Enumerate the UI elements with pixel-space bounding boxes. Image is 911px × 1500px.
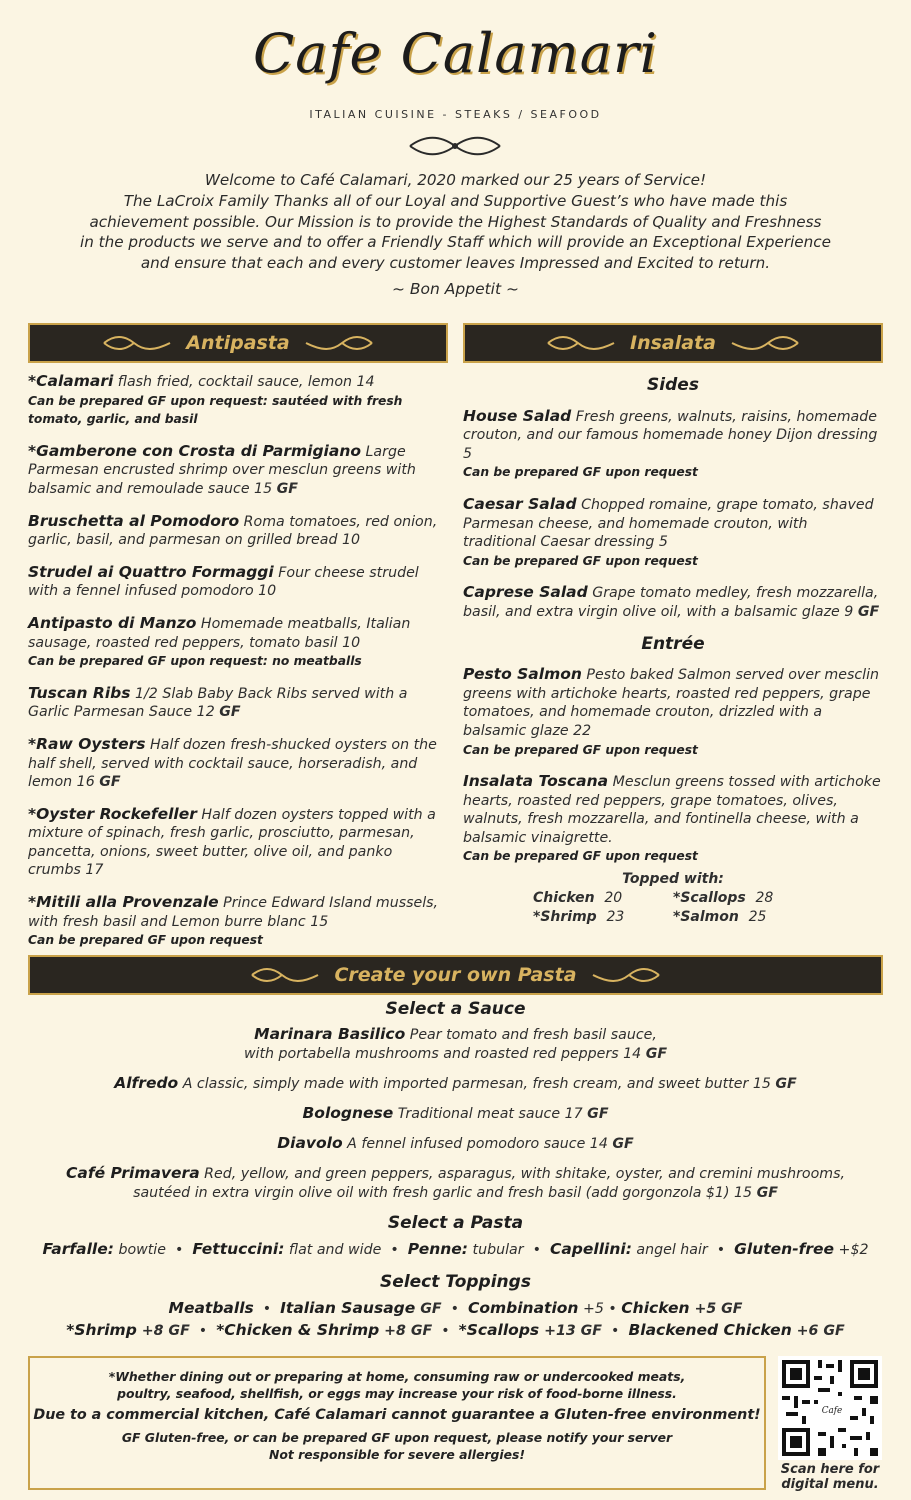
flourish-right-icon bbox=[304, 334, 374, 352]
disclaimer-line: GF Gluten-free, or can be prepared GF upon request, please notify your server bbox=[121, 1430, 673, 1445]
flourish-right-icon bbox=[591, 966, 661, 984]
scan-caption: Scan here for digital menu. bbox=[780, 1462, 880, 1492]
tagline: ITALIAN CUISINE - STEAKS / SEAFOOD bbox=[309, 108, 602, 121]
topping-option: *Scallops 28 bbox=[673, 890, 774, 907]
sauce-item: Bolognese Traditional meat sauce 17 GF bbox=[302, 1104, 609, 1122]
topped-grid bbox=[533, 889, 813, 927]
menu-item: Strudel ai Quattro Formaggi Four cheese strudel with a fennel infused pomodoro 10 bbox=[28, 562, 419, 600]
flourish-left-icon bbox=[250, 966, 320, 984]
menu-item: Pesto Salmon Pesto baked Salmon served over mesclin greens with artichoke hearts, roasted red peppers, grape tomatoes, and homemade crouton, drizzled with a balsamic glaze 22 Can be prepared GF upon request bbox=[463, 665, 880, 757]
antipasta-header bbox=[28, 323, 448, 363]
menu-item: Caesar Salad Chopped romaine, grape tomato, shaved Parmesan cheese, and homemade crouton, with traditional Caesar dressing 5 Can be prepared GF upon request bbox=[463, 494, 874, 568]
disclaimer-box bbox=[28, 1356, 766, 1490]
sauce-item: Diavolo A fennel infused pomodoro sauce 14 GF bbox=[277, 1134, 634, 1152]
menu-item: *Mitili alla Provenzale Prince Edward Island mussels, with fresh basil and Lemon burre blanc 15 Can be prepared GF upon request bbox=[28, 893, 439, 948]
gluten-warning: Due to a commercial kitchen, Café Calamari cannot guarantee a Gluten-free environment! bbox=[33, 1407, 761, 1423]
qr-code-icon[interactable] bbox=[778, 1356, 882, 1460]
antipasta-title: Antipasta bbox=[186, 332, 290, 354]
menu-item: *Raw Oysters Half dozen fresh-shucked oysters on the half shell, served with cocktail sauce, horseradish, and lemon 16 GF bbox=[28, 734, 437, 791]
sauce-item: Alfredo A classic, simply made with imported parmesan, fresh cream, and sweet butter 15 GF bbox=[114, 1074, 797, 1092]
sauce-title: Select a Sauce bbox=[385, 999, 526, 1019]
topping-option: *Salmon 25 bbox=[673, 909, 767, 926]
disclaimer-line: poultry, seafood, shellfish, or eggs may increase your risk of food-borne illness. bbox=[117, 1386, 677, 1401]
menu-item: Insalata Toscana Mesclun greens tossed with artichoke hearts, roasted red peppers, grape tomatoes, olives, walnuts, fresh mozzarella, and fontinella cheese, with a balsamic vinaigrette. Can be prepared GF upon request bbox=[463, 772, 881, 864]
welcome-message bbox=[30, 170, 881, 274]
menu-item: Tuscan Ribs 1/2 Slab Baby Back Ribs served with a Garlic Parmesan Sauce 12 GF bbox=[28, 683, 408, 721]
topping-option: *Shrimp 23 bbox=[533, 909, 625, 926]
pasta-options: Farfalle: bowtie • Fettuccini: flat and wide • Penne: tubular • Capellini: angel hair • Gluten-free +$2 bbox=[42, 1240, 869, 1258]
welcome-line: and ensure that each and every customer leaves Impressed and Excited to return. bbox=[140, 254, 771, 273]
pasta-select-title: Select a Pasta bbox=[387, 1213, 524, 1233]
entree-title: Entrée bbox=[641, 633, 705, 654]
disclaimer-line: *Whether dining out or preparing at home, consuming raw or undercooked meats, bbox=[108, 1369, 686, 1384]
topped-with bbox=[463, 870, 883, 927]
sauce-item: Marinara Basilico Pear tomato and fresh basil sauce, with portabella mushrooms and roasted red peppers 14 GF bbox=[243, 1025, 668, 1062]
antipasta-list bbox=[28, 372, 448, 963]
sides-title: Sides bbox=[647, 375, 699, 395]
welcome-line: The LaCroix Family Thanks all of our Loyal and Supportive Guest’s who have made this bbox=[123, 191, 788, 210]
pasta-header bbox=[28, 955, 883, 995]
topping-option: Chicken 20 bbox=[533, 890, 623, 907]
welcome-line: Welcome to Café Calamari, 2020 marked our 25 years of Service! bbox=[204, 171, 707, 189]
flourish-left-icon bbox=[102, 334, 172, 352]
menu-item: *Calamari flash fried, cocktail sauce, lemon 14 Can be prepared GF upon request: sautéed with fresh tomato, garlic, and basil bbox=[28, 372, 403, 427]
welcome-line: achievement possible. Our Mission is to provide the Highest Standards of Quality and Freshness bbox=[89, 212, 822, 231]
topped-title: Topped with: bbox=[622, 871, 724, 888]
menu-item: House Salad Fresh greens, walnuts, raisins, homemade crouton, and our famous homemade honey Dijon dressing 5 Can be prepared GF upon request bbox=[463, 406, 878, 480]
disclaimer-line: Not responsible for severe allergies! bbox=[269, 1447, 525, 1462]
menu-item: Antipasto di Manzo Homemade meatballs, Italian sausage, roasted red peppers, tomato basil 10 Can be prepared GF upon request: no meatballs bbox=[28, 613, 411, 669]
pasta-section bbox=[20, 1000, 891, 1341]
toppings-row: Meatballs • Italian Sausage GF • Combination +5 • Chicken +5 GF bbox=[168, 1299, 743, 1317]
flourish-ornament-icon bbox=[405, 133, 505, 159]
toppings-title: Select Toppings bbox=[380, 1272, 531, 1292]
menu-item: *Gamberone con Crosta di Parmigiano Large Parmesan encrusted shrimp over mesclun greens with balsamic and remoulade sauce 15 GF bbox=[28, 441, 416, 497]
menu-item: Caprese Salad Grape tomato medley, fresh mozzarella, basil, and extra virgin olive oil, with a balsamic glaze 9 GF bbox=[463, 583, 880, 620]
svg-text:Cafe: Cafe bbox=[821, 1405, 843, 1416]
insalata-header bbox=[463, 323, 883, 363]
sauce-item: Café Primavera Red, yellow, and green peppers, asparagus, with shitake, oyster, and cremini mushrooms, sautéed in extra virgin olive oil with fresh garlic and fresh basil (add gorgonzola $1) 15 GF bbox=[66, 1164, 845, 1201]
menu-item: *Oyster Rockefeller Half dozen oysters topped with a mixture of spinach, fresh garlic, prosciutto, parmesan, pancetta, onions, sweet butter, olive oil, and panko crumbs 17 bbox=[28, 804, 436, 879]
insalata-title: Insalata bbox=[630, 332, 716, 354]
bon-appetit: ~ Bon Appetit ~ bbox=[392, 280, 519, 298]
logo-cafe-calamari: Cafe Calamari bbox=[252, 22, 659, 85]
flourish-left-icon bbox=[546, 334, 616, 352]
welcome-line: in the products we serve and to offer a Friendly Staff which will provide an Exceptional Experience bbox=[80, 233, 831, 252]
flourish-right-icon bbox=[730, 334, 800, 352]
menu-item: Bruschetta al Pomodoro Roma tomatoes, red onion, garlic, basil, and parmesan on grilled bread 10 bbox=[28, 511, 438, 549]
insalata-list bbox=[463, 370, 883, 927]
toppings-row: *Shrimp +8 GF • *Chicken & Shrimp +8 GF • *Scallops +13 GF • Blackened Chicken +6 GF bbox=[66, 1321, 845, 1339]
pasta-title: Create your own Pasta bbox=[334, 964, 577, 986]
